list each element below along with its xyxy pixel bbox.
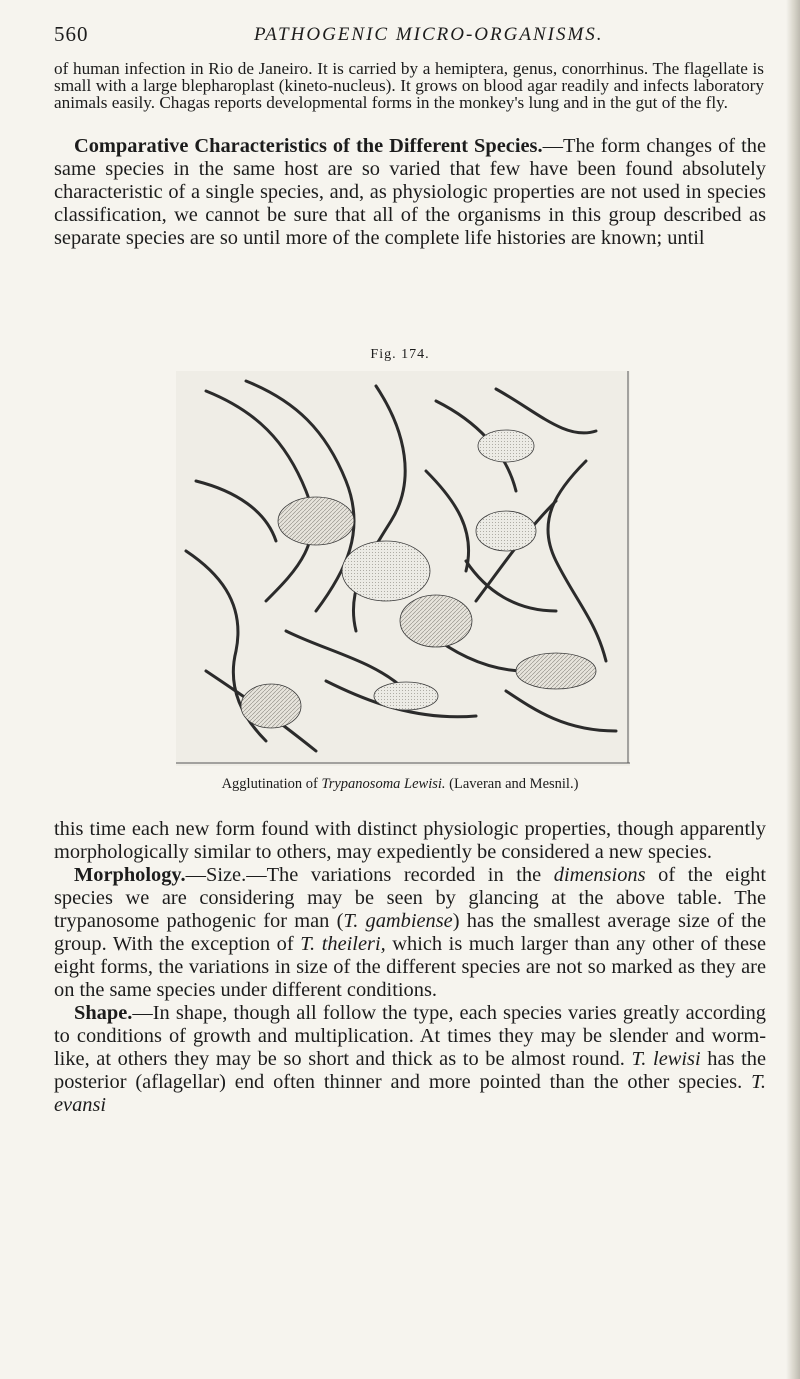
shape-heading: Shape.: [74, 1002, 133, 1024]
page-header: [54, 14, 754, 54]
caption-species: Trypanosoma Lewisi.: [321, 776, 446, 792]
comparative-paragraph: [54, 135, 766, 250]
body-text: [54, 818, 766, 1117]
intro-paragraph: of human infection in Rio de Janeiro. It is carried by a hemiptera, genus, conorrhinus. The flagellate is small with a large blepharoplast (kineto-nucleus). It grows on blood agar readily and infects laboratory animals easily. Chagas reports developmental forms in the monkey's lung and in the gut of the fly.: [54, 59, 764, 112]
morphology-heading: Morphology.: [74, 864, 186, 886]
page-number: 560: [54, 22, 89, 46]
continuation-paragraph: this time each new form found with distinct physiologic properties, though apparently morphologically similar to others, may expediently be considered a new species.: [54, 818, 766, 863]
figure-trypanosoma-agglutination: [176, 371, 630, 766]
page-edge-shadow: [786, 0, 800, 1379]
figure-caption: Agglutination of Trypanosoma Lewisi. (Laveran and Mesnil.): [221, 776, 579, 792]
running-head: PATHOGENIC MICRO-ORGANISMS.: [254, 24, 604, 45]
figure-label: Fig. 174.: [370, 347, 430, 362]
comparative-heading: Comparative Characteristics of the Different Species.: [74, 135, 543, 157]
size-subheading: —Size.: [185, 864, 247, 886]
figure-illustration: [176, 371, 630, 766]
comparative-text: —The form changes of the same species in the same host are so varied that few have been found absolutely characteristic of a single species, and, as physiologic properties are not used in species classification, we cannot be sure that all of the organisms in this group described as separate species are so until more of the complete life histories are known; until: [54, 135, 766, 249]
shape-paragraph: Shape.—In shape, though all follow the type, each species varies greatly according to conditions of growth and multiplication. At times they may be slender and worm-like, at others they may be so short and thick as to be almost round. T. lewisi has the posterior (aflagellar) end often thinner and more pointed than the other species. T. evansi: [54, 1002, 767, 1116]
morphology-paragraph: Morphology.—Size.—The variations recorded in the dimensions of the eight species we are considering may be seen by glancing at the above table. The trypanosome pathogenic for man (T. gambiense) has the smallest average size of the group. With the exception of T. theileri, which is much larger than any other of these eight forms, the variations in size of the different species are not so marked as they are on the same species under different conditions.: [54, 864, 767, 1001]
